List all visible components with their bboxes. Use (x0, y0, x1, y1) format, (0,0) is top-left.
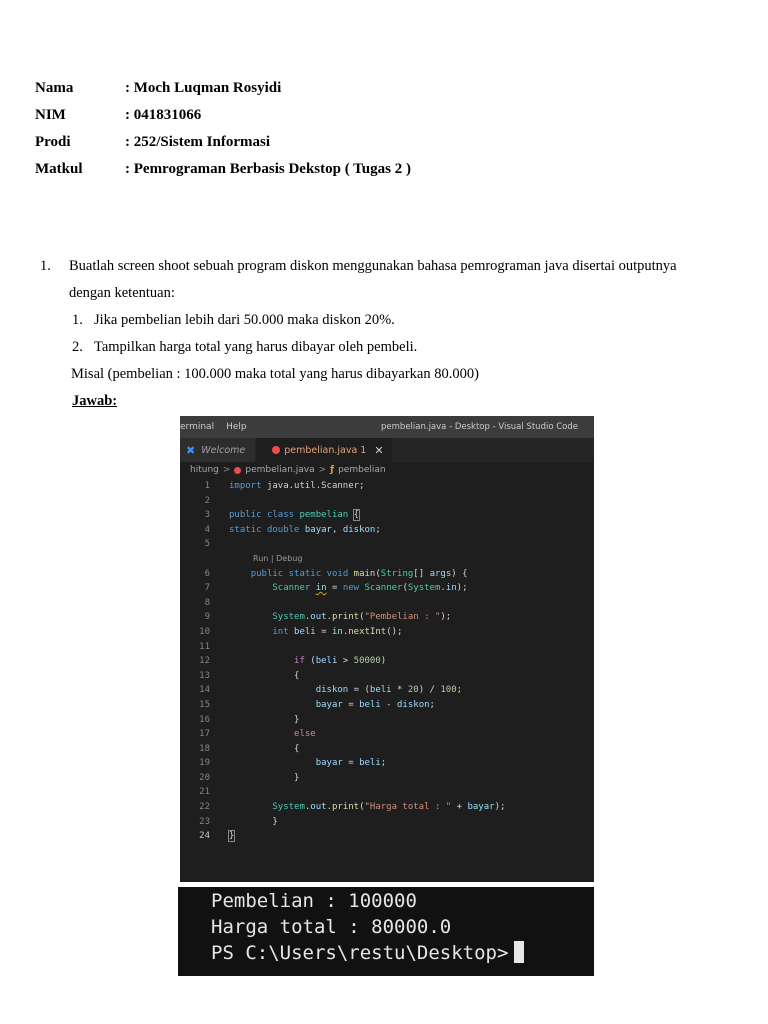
student-info (35, 78, 735, 186)
tab-welcome[interactable] (180, 438, 256, 462)
code-line: 9 System.out.print("Pembelian : "); (180, 610, 594, 625)
line-number: 3 (204, 510, 210, 521)
error-icon (272, 446, 280, 454)
code-line: 14 diskon = (beli * 20) / 100; (180, 683, 594, 698)
terminal-line: Harga total : 80000.0 (211, 916, 452, 938)
line-number: 9 (204, 612, 210, 623)
info-row-nama (35, 78, 735, 105)
line-number: 12 (199, 656, 210, 667)
terminal-output (178, 887, 594, 976)
error-icon (234, 467, 241, 474)
breadcrumb-folder[interactable]: hitung (190, 465, 219, 475)
info-row-matkul (35, 159, 735, 186)
tab-label: pembelian.java 1 (284, 444, 367, 456)
code-line (180, 494, 594, 509)
line-number: 17 (199, 729, 210, 740)
code-line: 17 else (180, 727, 594, 742)
code-line: 24 } (180, 829, 594, 844)
terminal-prompt: PS C:\Users\restu\Desktop> (211, 942, 509, 964)
vscode-logo-icon: ✖ (186, 443, 196, 457)
close-icon[interactable]: ✕ (374, 443, 384, 457)
code-line (180, 537, 594, 552)
code-line: 6 public static void main(String[] args) { (180, 567, 594, 582)
example-text: Misal (pembelian : 100.000 maka total yang harus dibayarkan 80.000) (71, 366, 479, 382)
chevron-right-icon: > (222, 465, 231, 475)
code-line: 20 } (180, 771, 594, 786)
requirement-item (40, 310, 740, 337)
info-row-nim (35, 105, 735, 132)
breadcrumb (180, 462, 594, 478)
menu-item-terminal[interactable]: erminal (180, 422, 215, 432)
code-line: 7 Scanner in = new Scanner(System.in); (180, 581, 594, 596)
question-block (40, 256, 740, 418)
info-value: : 041831066 (125, 107, 202, 123)
info-label: NIM (35, 107, 66, 123)
info-label: Prodi (35, 134, 71, 150)
code-line: 18 { (180, 742, 594, 757)
code-line: 22 System.out.print("Harga total : " + bayar); (180, 800, 594, 815)
line-number: 10 (199, 626, 210, 637)
code-line: 13 { (180, 669, 594, 684)
line-number: 4 (204, 524, 210, 535)
codelens-run-debug[interactable]: Run | Debug (253, 553, 303, 563)
requirement-number: 2. (72, 339, 83, 355)
requirement-number: 1. (72, 312, 83, 328)
code-line: 4 static double bayar, diskon; (180, 523, 594, 538)
question-text: Buatlah screen shoot sebuah program diskon menggunakan bahasa pemrograman java disertai outputnya (69, 258, 677, 274)
requirement-text: Tampilkan harga total yang harus dibayar oleh pembeli. (94, 339, 418, 355)
code-line: 16 } (180, 713, 594, 728)
code-line: 15 bayar = beli - diskon; (180, 698, 594, 713)
code-line: 1 import java.util.Scanner; (180, 479, 594, 494)
info-value: : Pemrograman Berbasis Dekstop ( Tugas 2 ) (125, 161, 411, 177)
line-number: 15 (199, 699, 210, 710)
line-number: 24 (199, 831, 210, 842)
window-title: pembelian.java - Desktop - Visual Studio Code (381, 422, 578, 432)
breadcrumb-file[interactable]: pembelian.java (245, 465, 315, 475)
line-number: 7 (204, 583, 210, 594)
question-line-1 (40, 256, 740, 283)
line-number: 11 (199, 641, 210, 652)
tab-label: Welcome (201, 444, 246, 456)
code-line (180, 596, 594, 611)
line-number: 8 (204, 597, 210, 608)
chevron-right-icon: > (318, 465, 327, 475)
line-number: 22 (199, 802, 210, 813)
code-line: 3 public class pembelian { (180, 508, 594, 523)
answer-heading: Jawab: (72, 393, 118, 409)
line-number: 16 (199, 714, 210, 725)
line-number: 21 (199, 787, 210, 798)
line-number: 20 (199, 772, 210, 783)
terminal-prompt-line[interactable] (178, 940, 594, 966)
tab-bar (180, 438, 594, 462)
info-row-prodi (35, 132, 735, 159)
line-number: 5 (204, 539, 210, 550)
terminal-cursor (514, 941, 524, 963)
menu-item-help[interactable]: Help (226, 422, 247, 432)
question-line-2: dengan ketentuan: (69, 285, 175, 301)
line-number: 23 (199, 816, 210, 827)
info-value: : 252/Sistem Informasi (125, 134, 270, 150)
code-line: 23 } (180, 815, 594, 830)
code-line (180, 640, 594, 655)
info-label: Nama (35, 80, 74, 96)
code-line: 19 bayar = beli; (180, 756, 594, 771)
code-editor[interactable] (180, 478, 594, 844)
vscode-screenshot (180, 416, 594, 882)
line-number: 2 (204, 495, 210, 506)
tab-pembelian-java[interactable] (256, 438, 392, 462)
code-line: 10 int beli = in.nextInt(); (180, 625, 594, 640)
class-symbol-icon: ƒ (330, 465, 335, 475)
breadcrumb-symbol[interactable]: pembelian (338, 465, 386, 475)
code-line (180, 785, 594, 800)
line-number: 6 (204, 568, 210, 579)
terminal-line: Pembelian : 100000 (211, 890, 417, 912)
info-value: : Moch Luqman Rosyidi (125, 80, 282, 96)
info-label: Matkul (35, 161, 83, 177)
line-number: 1 (204, 481, 210, 491)
line-number: 14 (199, 685, 210, 696)
code-line: 12 if (beli > 50000) (180, 654, 594, 669)
requirement-text: Jika pembelian lebih dari 50.000 maka diskon 20%. (94, 312, 395, 328)
line-number: 19 (199, 758, 210, 769)
line-number: 13 (199, 670, 210, 681)
requirement-item (40, 337, 740, 364)
line-number: 18 (199, 743, 210, 754)
question-number: 1. (40, 258, 51, 274)
title-bar (180, 416, 594, 438)
